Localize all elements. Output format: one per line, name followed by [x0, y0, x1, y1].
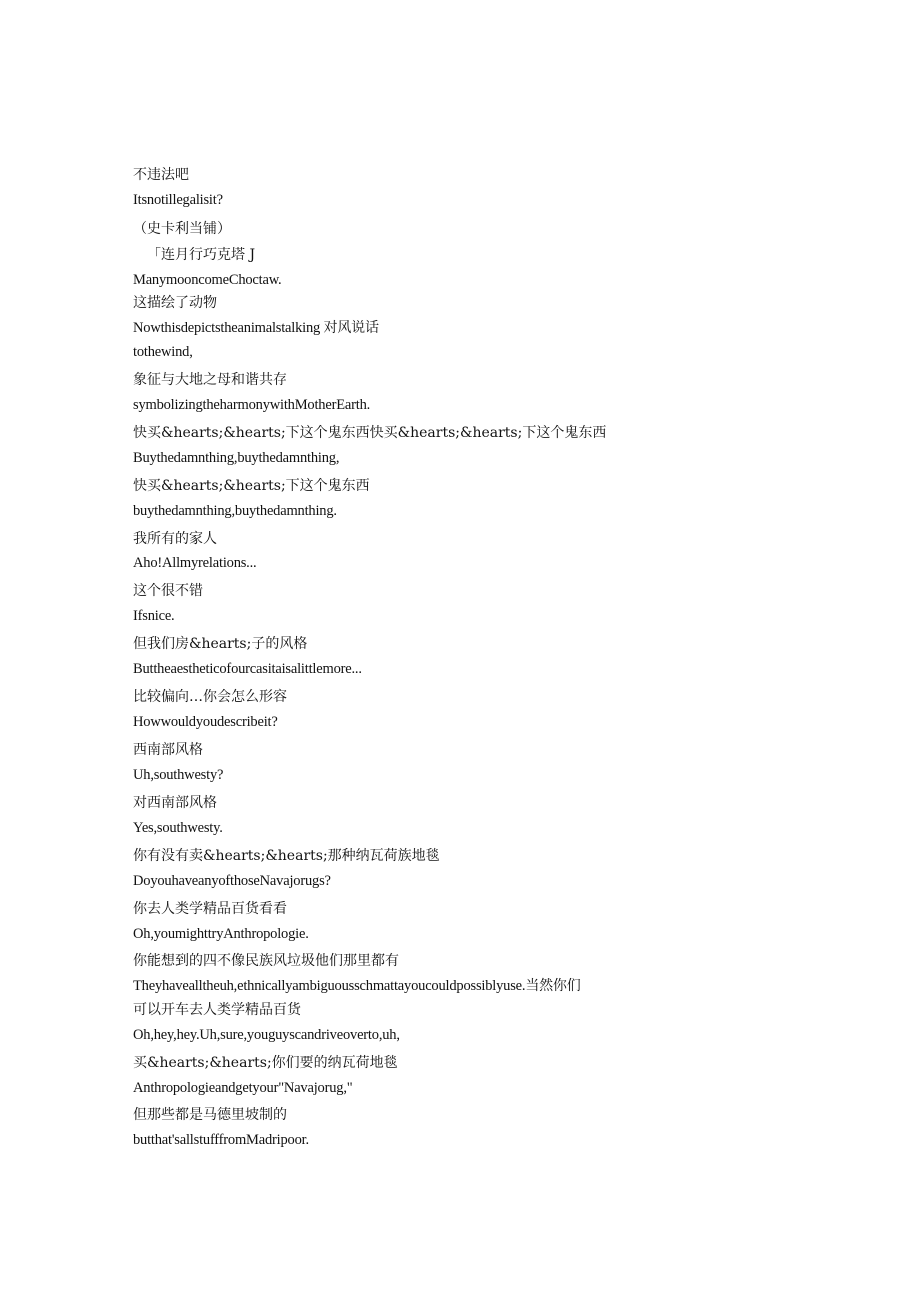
subtitle-en-line: Aho!Allmyrelations...	[133, 555, 257, 571]
subtitle-zh-line: 象征与大地之母和谐共存	[133, 372, 287, 388]
subtitle-en-line: buythedamnthing,buythedamnthing.	[133, 503, 337, 519]
subtitle-en-line: butthat'sallstufffromMadripoor.	[133, 1132, 309, 1148]
subtitle-en-text: Theyhavealltheuh,ethnicallyambiguousschmattayoucouldpossiblyuse.	[133, 978, 526, 994]
subtitle-en-line: symbolizingtheharmonywithMotherEarth.	[133, 397, 371, 413]
subtitle-en-line: Itsnotillegalisit?	[133, 192, 223, 208]
subtitle-en-line: Buttheaestheticofourcasitaisalittlemore...	[133, 661, 362, 677]
subtitle-zh-line: 这描绘了动物	[133, 295, 217, 311]
subtitle-zh-line: 快买&hearts;&hearts;下这个鬼东西	[133, 478, 370, 494]
subtitle-en-line: Buythedamnthing,buythedamnthing,	[133, 450, 340, 466]
subtitle-en-text: Nowthisdepictstheanimalstalking	[133, 320, 321, 336]
subtitle-en-line	[133, 319, 379, 337]
subtitle-zh-line: 可以开车去人类学精品百货	[133, 1002, 301, 1018]
subtitle-zh-line: 比较偏向…你会怎么形容	[133, 689, 287, 705]
subtitle-en-line: Yes,southwesty.	[133, 820, 223, 836]
subtitle-en-line: Uh,southwesty?	[133, 767, 224, 783]
subtitle-zh-line: 你有没有卖&hearts;&hearts;那种纳瓦荷族地毯	[133, 848, 440, 864]
subtitle-en-line: Oh,youmighttryAnthropologie.	[133, 926, 309, 942]
subtitle-en-line	[133, 977, 581, 995]
subtitle-en-line: Howwouldyoudescribeit?	[133, 714, 278, 730]
subtitle-zh-line: 我所有的家人	[133, 531, 217, 547]
subtitle-zh-line: 但我们房&hearts;子的风格	[133, 636, 308, 652]
subtitle-zh-line: 但那些都是马德里坡制的	[133, 1107, 287, 1123]
subtitle-zh-line: 你去人类学精品百货看看	[133, 901, 287, 917]
subtitle-zh-line: 买&hearts;&hearts;你们要的纳瓦荷地毯	[133, 1055, 398, 1071]
subtitle-zh-line: 快买&hearts;&hearts;下这个鬼东西快买&hearts;&hearts;下这个鬼东西	[133, 425, 607, 441]
subtitle-zh-line: 这个很不错	[133, 583, 203, 599]
subtitle-en-line: tothewind,	[133, 344, 193, 360]
subtitle-en-line: ManymooncomeChoctaw.	[133, 272, 282, 288]
subtitle-en-line: DoyouhaveanyofthoseNavajorugs?	[133, 873, 331, 889]
subtitle-zh-line: 对西南部风格	[133, 795, 217, 811]
subtitle-en-line: Oh,hey,hey.Uh,sure,youguyscandriveoverto,uh,	[133, 1027, 400, 1043]
subtitle-en-line: Anthropologieandgetyour"Navajorug,"	[133, 1080, 353, 1096]
subtitle-zh-line: 西南部风格	[133, 742, 203, 758]
subtitle-zh-inline: 对风说话	[323, 320, 379, 336]
subtitle-zh-line: 不违法吧	[133, 167, 189, 183]
subtitle-en-line: Ifsnice.	[133, 608, 175, 624]
subtitle-zh-inline: 当然你们	[525, 978, 581, 994]
subtitle-zh-line: 你能想到的四不像民族风垃圾他们那里都有	[133, 953, 399, 969]
subtitle-zh-line: （史卡利当铺）	[133, 221, 231, 237]
subtitle-zh-line: 「连月行巧克塔 J	[147, 247, 256, 263]
